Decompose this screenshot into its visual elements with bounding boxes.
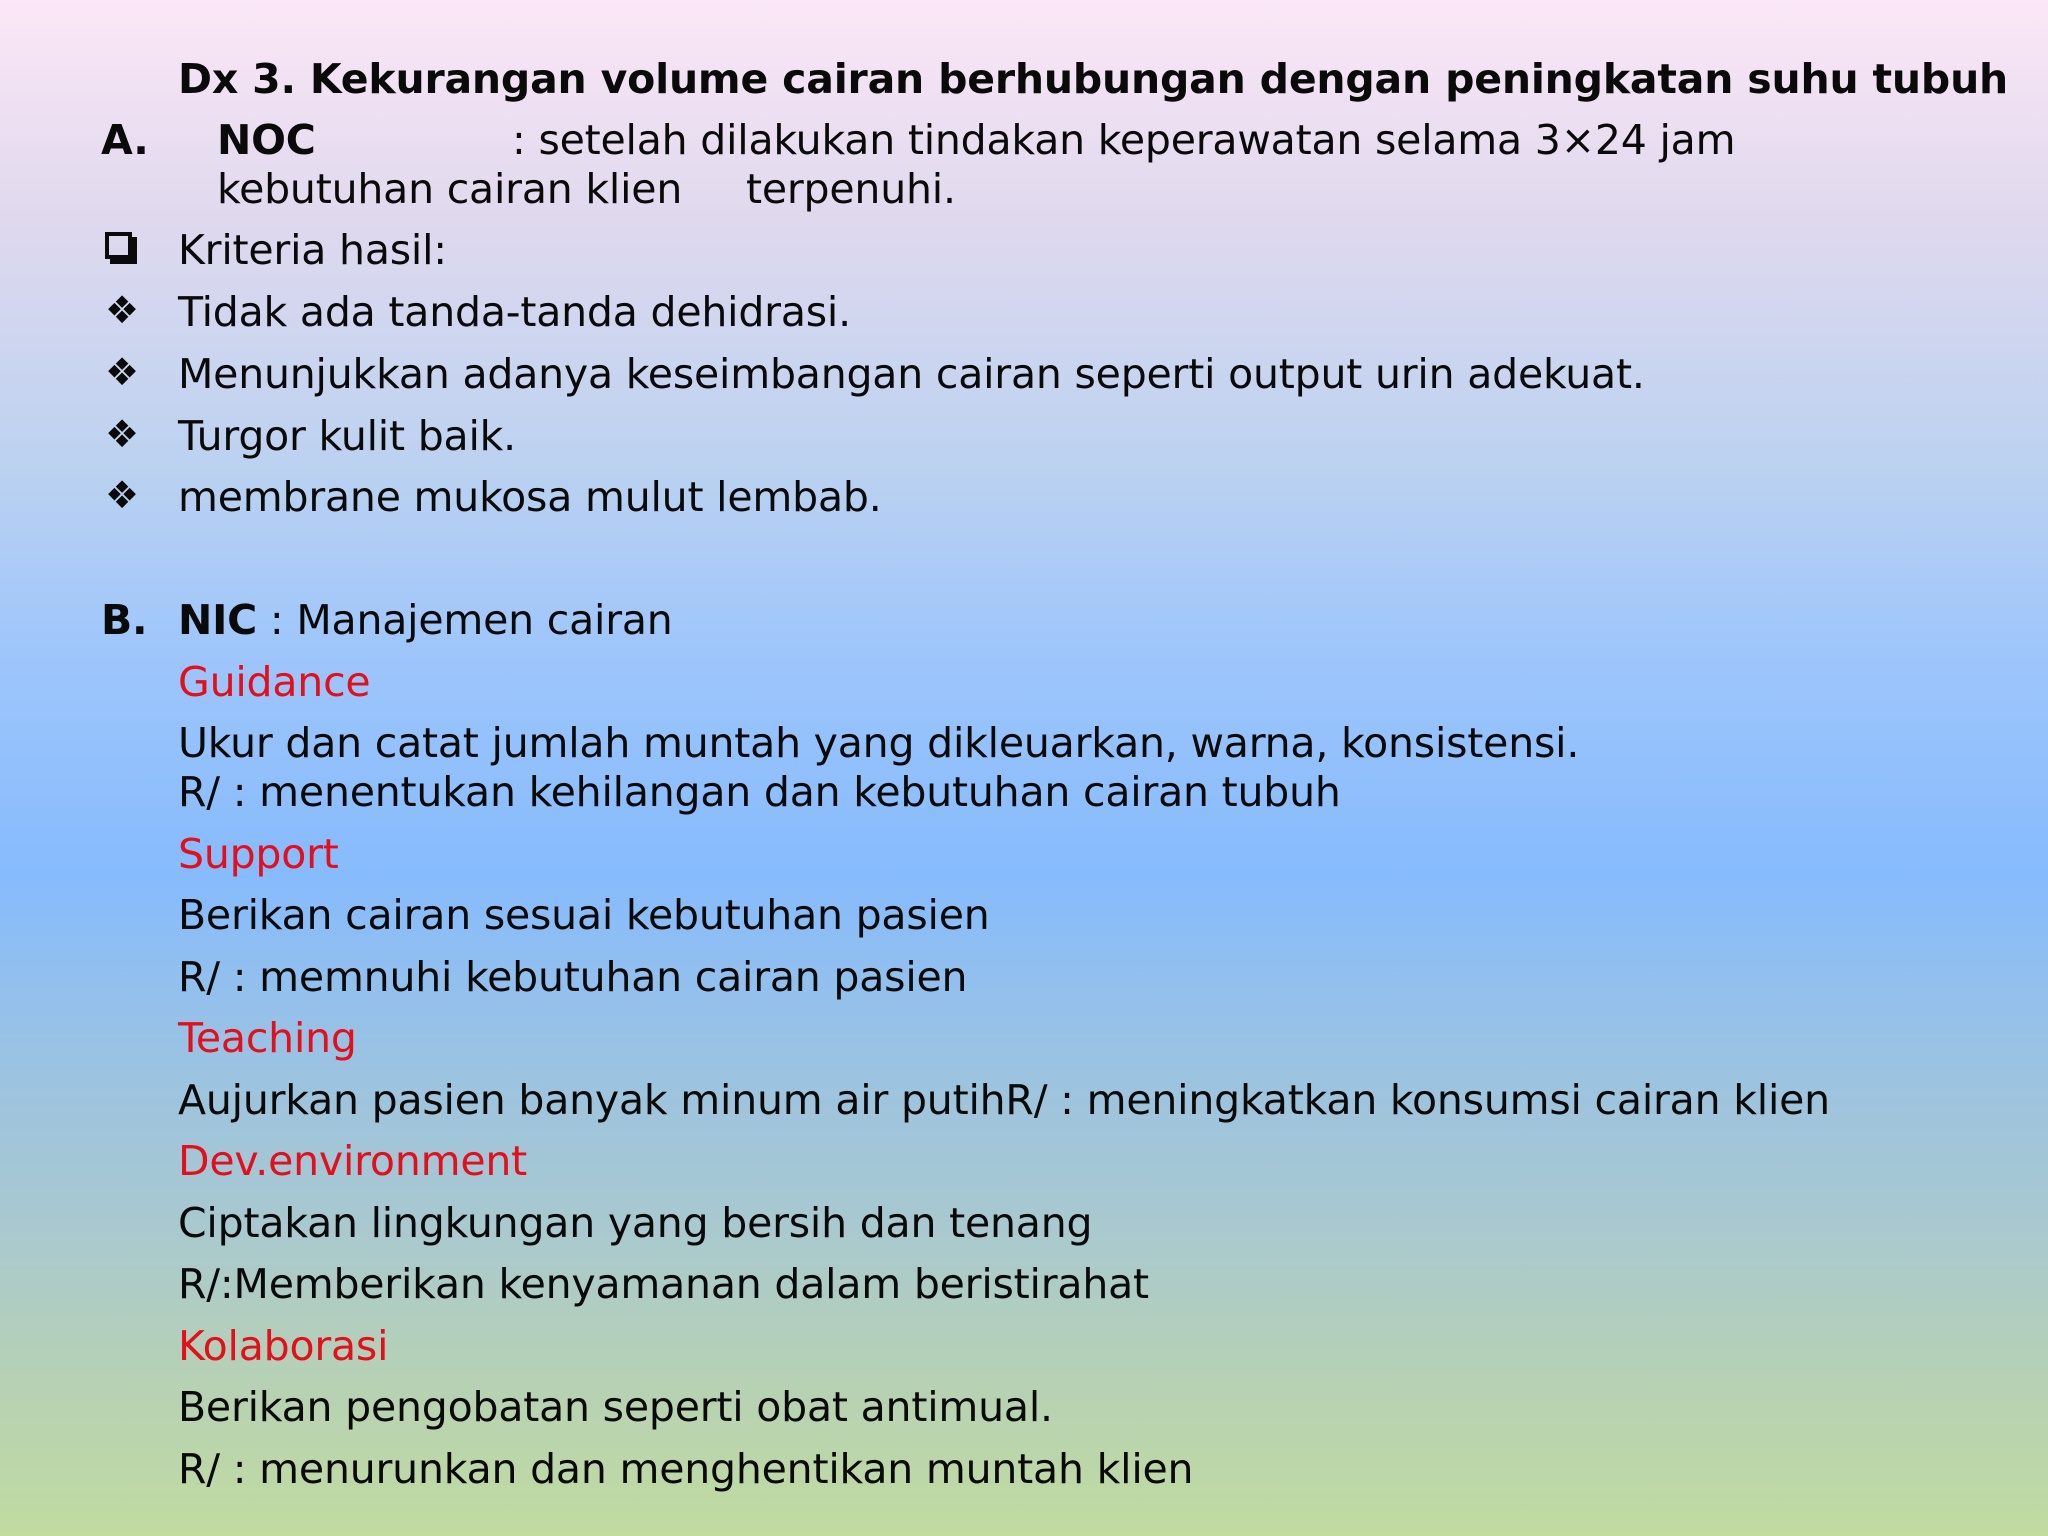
slide-title: Dx 3. Kekurangan volume cairan berhubungan dengan peningkatan suhu tubuh (178, 55, 2009, 103)
four-diamond-icon: ❖ (104, 412, 140, 456)
criteria-item: Tidak ada tanda-tanda dehidrasi. (178, 288, 851, 336)
group-line: Ciptakan lingkungan yang bersih dan tenang (178, 1199, 1093, 1247)
section-a-letter: A. (101, 116, 149, 164)
nic-heading-rest: : Manajemen cairan (257, 596, 673, 644)
criteria-item: Menunjukkan adanya keseimbangan cairan seperti output urin adekuat. (178, 350, 1645, 398)
noc-text-line2b: terpenuhi. (746, 165, 956, 213)
group-line: R/ : memnuhi kebutuhan cairan pasien (178, 953, 968, 1001)
noc-heading: NOC (217, 116, 316, 164)
group-line: R/:Memberikan kenyamanan dalam beristirahat (178, 1260, 1149, 1308)
group-line: R/ : menentukan kehilangan dan kebutuhan cairan tubuh (178, 768, 1341, 816)
nic-heading: NIC (178, 596, 258, 644)
criteria-item: membrane mukosa mulut lembab. (178, 473, 882, 521)
group-line: Berikan pengobatan seperti obat antimual. (178, 1383, 1053, 1431)
checkbox-square-icon (105, 232, 132, 259)
four-diamond-icon: ❖ (104, 350, 140, 394)
group-label-support: Support (178, 830, 339, 878)
group-line: Ukur dan catat jumlah muntah yang dikleuarkan, warna, konsistensi. (178, 719, 1580, 767)
group-line: Aujurkan pasien banyak minum air putihR/ : meningkatkan konsumsi cairan klien (178, 1076, 1830, 1124)
four-diamond-icon: ❖ (104, 473, 140, 517)
group-label-dev-environment: Dev.environment (178, 1137, 528, 1185)
section-b-letter: B. (101, 596, 148, 644)
criteria-item: Turgor kulit baik. (178, 412, 517, 460)
nic-heading-line (178, 595, 673, 645)
noc-text-line2a: kebutuhan cairan klien (217, 165, 683, 213)
group-line: Berikan cairan sesuai kebutuhan pasien (178, 891, 990, 939)
noc-text-line1: : setelah dilakukan tindakan keperawatan selama 3×24 jam (512, 116, 1736, 164)
group-line: R/ : menurunkan dan menghentikan muntah klien (178, 1445, 1194, 1493)
group-label-teaching: Teaching (178, 1014, 357, 1062)
criteria-label: Kriteria hasil: (178, 226, 447, 274)
group-label-guidance: Guidance (178, 658, 371, 706)
four-diamond-icon: ❖ (104, 288, 140, 332)
group-label-kolaborasi: Kolaborasi (178, 1322, 389, 1370)
